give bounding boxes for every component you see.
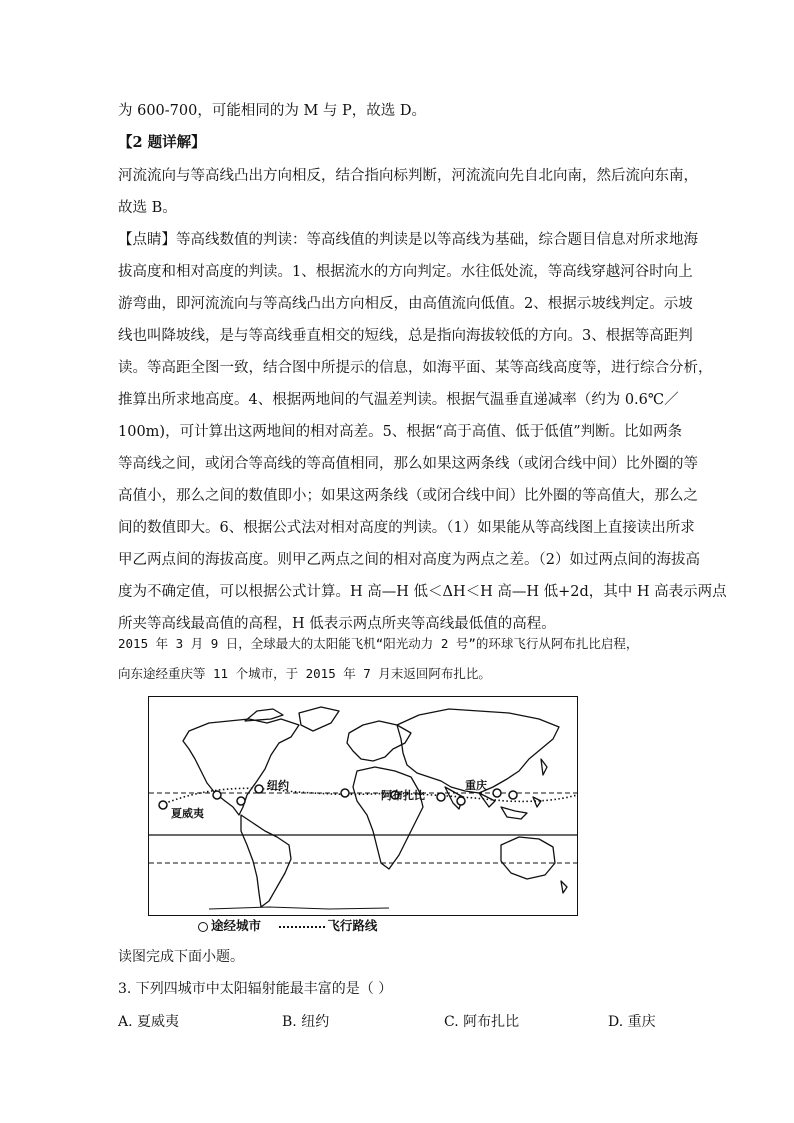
city-marker <box>213 791 221 799</box>
city-label-chongqing: 重庆 <box>465 779 487 792</box>
text-line: 读。等高距全图一致，结合图中所提示的信息，如海平面、某等高线高度等，进行综合分析， <box>118 360 713 376</box>
city-marker <box>341 789 349 797</box>
city-marker <box>237 797 245 805</box>
option-c[interactable]: C. 阿布扎比 <box>444 1014 520 1030</box>
intro-line: 向东途经重庆等 11 个城市，于 2015 年 7 月末返回阿布扎比。 <box>118 666 491 681</box>
city-marker <box>509 791 517 799</box>
city-marker-hawaii <box>159 801 167 809</box>
text-line: 度为不确定值，可以根据公式计算。H 高—H 低＜ΔH＜H 高—H 低+2d，其中 H 高表示两点 <box>118 584 727 600</box>
text-line: 游弯曲，即河流流向与等高线凸出方向相反，由高值流向低值。2、根据示坡线判定。示坡 <box>118 296 693 312</box>
text-line: 为 600-700，可能相同的为 M 与 P，故选 D。 <box>118 103 427 119</box>
option-a[interactable]: A. 夏威夷 <box>118 1014 180 1030</box>
question-stem: 3. 下列四城市中太阳辐射能最丰富的是（ ） <box>118 981 393 997</box>
instruction-text: 读图完成下面小题。 <box>118 949 244 965</box>
australia-outline <box>501 837 555 879</box>
text-line: 故选 B。 <box>118 200 177 216</box>
world-map-figure <box>148 696 578 916</box>
text-line: 间的数值即大。6、根据公式法对相对高度的判读。（1）如果能从等高线图上直接读出所求 <box>118 520 695 536</box>
route-legend-icon <box>279 926 325 928</box>
text-line: 等高线之间，或闭合等高线的等高值相同，那么如果这两条线（或闭合线中间）比外圈的等 <box>118 456 698 472</box>
city-marker-chongqing <box>493 789 501 797</box>
world-map-svg <box>149 697 577 915</box>
text-line: 100m)，可计算出这两地间的相对高差。5、根据“高于高值、低于低值”判断。比如两条 <box>118 424 683 440</box>
text-line: 所夹等高线最高值的高程，H 低表示两点所夹等高线最低值的高程。 <box>118 616 556 632</box>
text-line: 河流流向与等高线凸出方向相反，结合指向标判断，河流流向先自北向南，然后流向东南， <box>118 168 698 184</box>
legend-route-label: 飞行路线 <box>327 918 378 933</box>
option-b[interactable]: B. 纽约 <box>282 1014 330 1030</box>
text-line: 高值小，那么之间的数值即小；如果这两条线（或闭合线中间）比外圈的等高值大，那么之 <box>118 488 698 504</box>
city-marker-newyork <box>255 785 263 793</box>
tip-paragraph-start: 【点睛】等高线数值的判读：等高线值的判读是以等高线为基础，综合题目信息对所求地海 <box>118 232 698 248</box>
south-america-outline <box>241 815 291 907</box>
city-legend-icon <box>198 922 208 932</box>
text-line: 甲乙两点间的海拔高度。则甲乙两点之间的相对高度为两点之差。（2）如过两点间的海拔高 <box>118 552 700 568</box>
city-marker <box>437 793 445 801</box>
map-legend <box>198 916 377 934</box>
legend-city-label: 途经城市 <box>211 918 262 933</box>
option-d[interactable]: D. 重庆 <box>608 1014 656 1030</box>
africa-outline <box>353 767 423 869</box>
city-marker <box>457 797 465 805</box>
city-label-hawaii: 夏威夷 <box>171 807 204 820</box>
intro-line: 2015 年 3 月 9 日，全球最大的太阳能飞机“阳光动力 2 号”的环球飞行从阿布扎比启程， <box>118 636 639 651</box>
city-label-abudhabi: 阿布扎比 <box>381 789 425 802</box>
text-line: 线也叫降坡线，是与等高线垂直相交的短线，总是指向海拔较低的方向。3、根据等高距判 <box>118 328 693 344</box>
section-heading: 【2 题详解】 <box>118 134 206 151</box>
city-label-newyork: 纽约 <box>267 779 289 792</box>
text-line: 推算出所求地高度。4、根据两地间的气温差判读。根据气温垂直递减率（约为 0.6℃／ <box>118 392 679 408</box>
text-line: 拔高度和相对高度的判读。1、根据流水的方向判定。水往低处流，等高线穿越河谷时向上 <box>118 264 693 280</box>
